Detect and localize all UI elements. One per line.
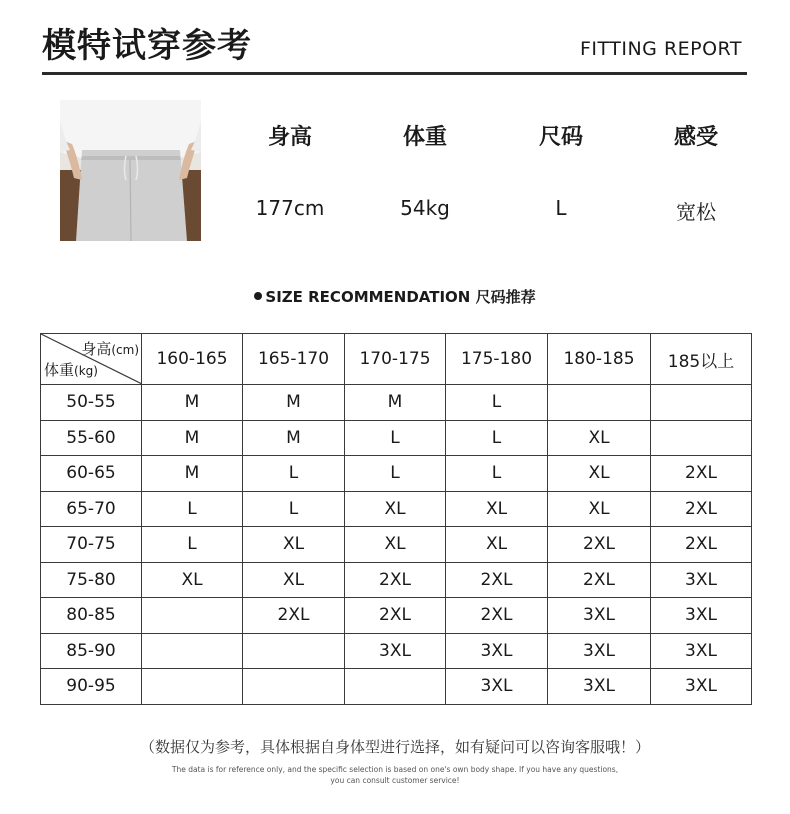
size-cell: 2XL bbox=[651, 456, 752, 492]
table-row bbox=[41, 633, 752, 669]
model-size-value: L bbox=[555, 196, 567, 220]
size-cell: M bbox=[142, 420, 243, 456]
height-range-header: 175-180 bbox=[446, 334, 548, 385]
size-cell: 3XL bbox=[345, 633, 446, 669]
size-cell: 3XL bbox=[651, 633, 752, 669]
table-row bbox=[41, 669, 752, 705]
disclaimer-en-line2: you can consult customer service! bbox=[330, 776, 460, 785]
size-cell: XL bbox=[548, 420, 651, 456]
corner-weight-label: 体重(kg) bbox=[44, 361, 98, 379]
table-corner-cell bbox=[41, 334, 142, 385]
size-cell: XL bbox=[548, 456, 651, 492]
model-weight-label: 体重 bbox=[402, 125, 447, 150]
table-header-row bbox=[41, 334, 752, 385]
size-cell: 3XL bbox=[651, 669, 752, 705]
weight-range-cell: 85-90 bbox=[41, 633, 142, 669]
size-cell: XL bbox=[142, 562, 243, 598]
size-cell: L bbox=[446, 456, 548, 492]
model-size-label: 尺码 bbox=[538, 125, 583, 150]
size-cell: 3XL bbox=[548, 669, 651, 705]
size-cell: XL bbox=[446, 527, 548, 563]
height-range-header: 185以上 bbox=[651, 334, 752, 385]
page-title: 模特试穿参考 bbox=[42, 26, 252, 66]
model-fit-label: 感受 bbox=[673, 125, 718, 150]
section-heading-text: SIZE RECOMMENDATION 尺码推荐 bbox=[265, 288, 536, 306]
table-row bbox=[41, 527, 752, 563]
table-row bbox=[41, 491, 752, 527]
size-cell: XL bbox=[243, 527, 345, 563]
size-cell: XL bbox=[446, 491, 548, 527]
size-cell: L bbox=[142, 527, 243, 563]
size-cell bbox=[345, 669, 446, 705]
header-divider bbox=[42, 72, 747, 75]
disclaimer-en-line1: The data is for reference only, and the specific selection is based on one's own body shape. If you have any questions, bbox=[171, 765, 619, 774]
weight-range-cell: 75-80 bbox=[41, 562, 142, 598]
model-height-value: 177cm bbox=[255, 196, 325, 220]
corner-height-label: 身高(cm) bbox=[81, 340, 139, 358]
model-photo bbox=[60, 100, 201, 241]
weight-range-cell: 70-75 bbox=[41, 527, 142, 563]
size-cell bbox=[651, 420, 752, 456]
size-cell: M bbox=[142, 385, 243, 421]
disclaimer-en bbox=[0, 764, 790, 786]
size-cell bbox=[142, 669, 243, 705]
weight-range-cell: 90-95 bbox=[41, 669, 142, 705]
size-cell bbox=[142, 633, 243, 669]
size-cell: L bbox=[243, 491, 345, 527]
size-cell: XL bbox=[345, 491, 446, 527]
weight-range-cell: 65-70 bbox=[41, 491, 142, 527]
weight-range-cell: 60-65 bbox=[41, 456, 142, 492]
table-row bbox=[41, 562, 752, 598]
size-cell: 3XL bbox=[446, 633, 548, 669]
size-cell: 2XL bbox=[651, 527, 752, 563]
table-row bbox=[41, 456, 752, 492]
model-height-label: 身高 bbox=[267, 125, 312, 150]
size-cell: 2XL bbox=[345, 598, 446, 634]
size-cell: L bbox=[446, 385, 548, 421]
size-cell: M bbox=[243, 385, 345, 421]
size-cell bbox=[243, 669, 345, 705]
bullet-icon bbox=[254, 292, 262, 300]
weight-range-cell: 55-60 bbox=[41, 420, 142, 456]
size-cell: 2XL bbox=[446, 562, 548, 598]
size-cell: 2XL bbox=[243, 598, 345, 634]
size-cell: 2XL bbox=[548, 527, 651, 563]
size-cell: L bbox=[243, 456, 345, 492]
size-cell bbox=[651, 385, 752, 421]
size-cell: 3XL bbox=[548, 633, 651, 669]
height-range-header: 165-170 bbox=[243, 334, 345, 385]
size-table bbox=[40, 333, 752, 705]
disclaimer-cn: （数据仅为参考，具体根据自身体型进行选择，如有疑问可以咨询客服哦！） bbox=[139, 738, 650, 756]
size-cell: 3XL bbox=[446, 669, 548, 705]
size-cell: L bbox=[142, 491, 243, 527]
model-fit-value: 宽松 bbox=[676, 200, 716, 224]
table-row bbox=[41, 385, 752, 421]
size-cell: 2XL bbox=[651, 491, 752, 527]
size-cell bbox=[243, 633, 345, 669]
size-cell: 3XL bbox=[548, 598, 651, 634]
model-weight-value: 54kg bbox=[400, 196, 450, 220]
size-cell: 2XL bbox=[345, 562, 446, 598]
height-range-header: 160-165 bbox=[142, 334, 243, 385]
size-cell: M bbox=[243, 420, 345, 456]
size-cell: XL bbox=[243, 562, 345, 598]
table-row bbox=[41, 420, 752, 456]
size-cell: L bbox=[345, 420, 446, 456]
size-cell: M bbox=[142, 456, 243, 492]
size-cell bbox=[142, 598, 243, 634]
page-subtitle: FITTING REPORT bbox=[579, 38, 742, 60]
size-cell: 2XL bbox=[446, 598, 548, 634]
size-cell: M bbox=[345, 385, 446, 421]
section-heading bbox=[0, 286, 790, 307]
weight-range-cell: 50-55 bbox=[41, 385, 142, 421]
weight-range-cell: 80-85 bbox=[41, 598, 142, 634]
size-cell bbox=[548, 385, 651, 421]
height-range-header: 180-185 bbox=[548, 334, 651, 385]
height-range-header: 170-175 bbox=[345, 334, 446, 385]
size-cell: XL bbox=[548, 491, 651, 527]
size-cell: XL bbox=[345, 527, 446, 563]
size-cell: 2XL bbox=[548, 562, 651, 598]
size-cell: 3XL bbox=[651, 598, 752, 634]
size-cell: 3XL bbox=[651, 562, 752, 598]
size-cell: L bbox=[345, 456, 446, 492]
size-cell: L bbox=[446, 420, 548, 456]
table-row bbox=[41, 598, 752, 634]
